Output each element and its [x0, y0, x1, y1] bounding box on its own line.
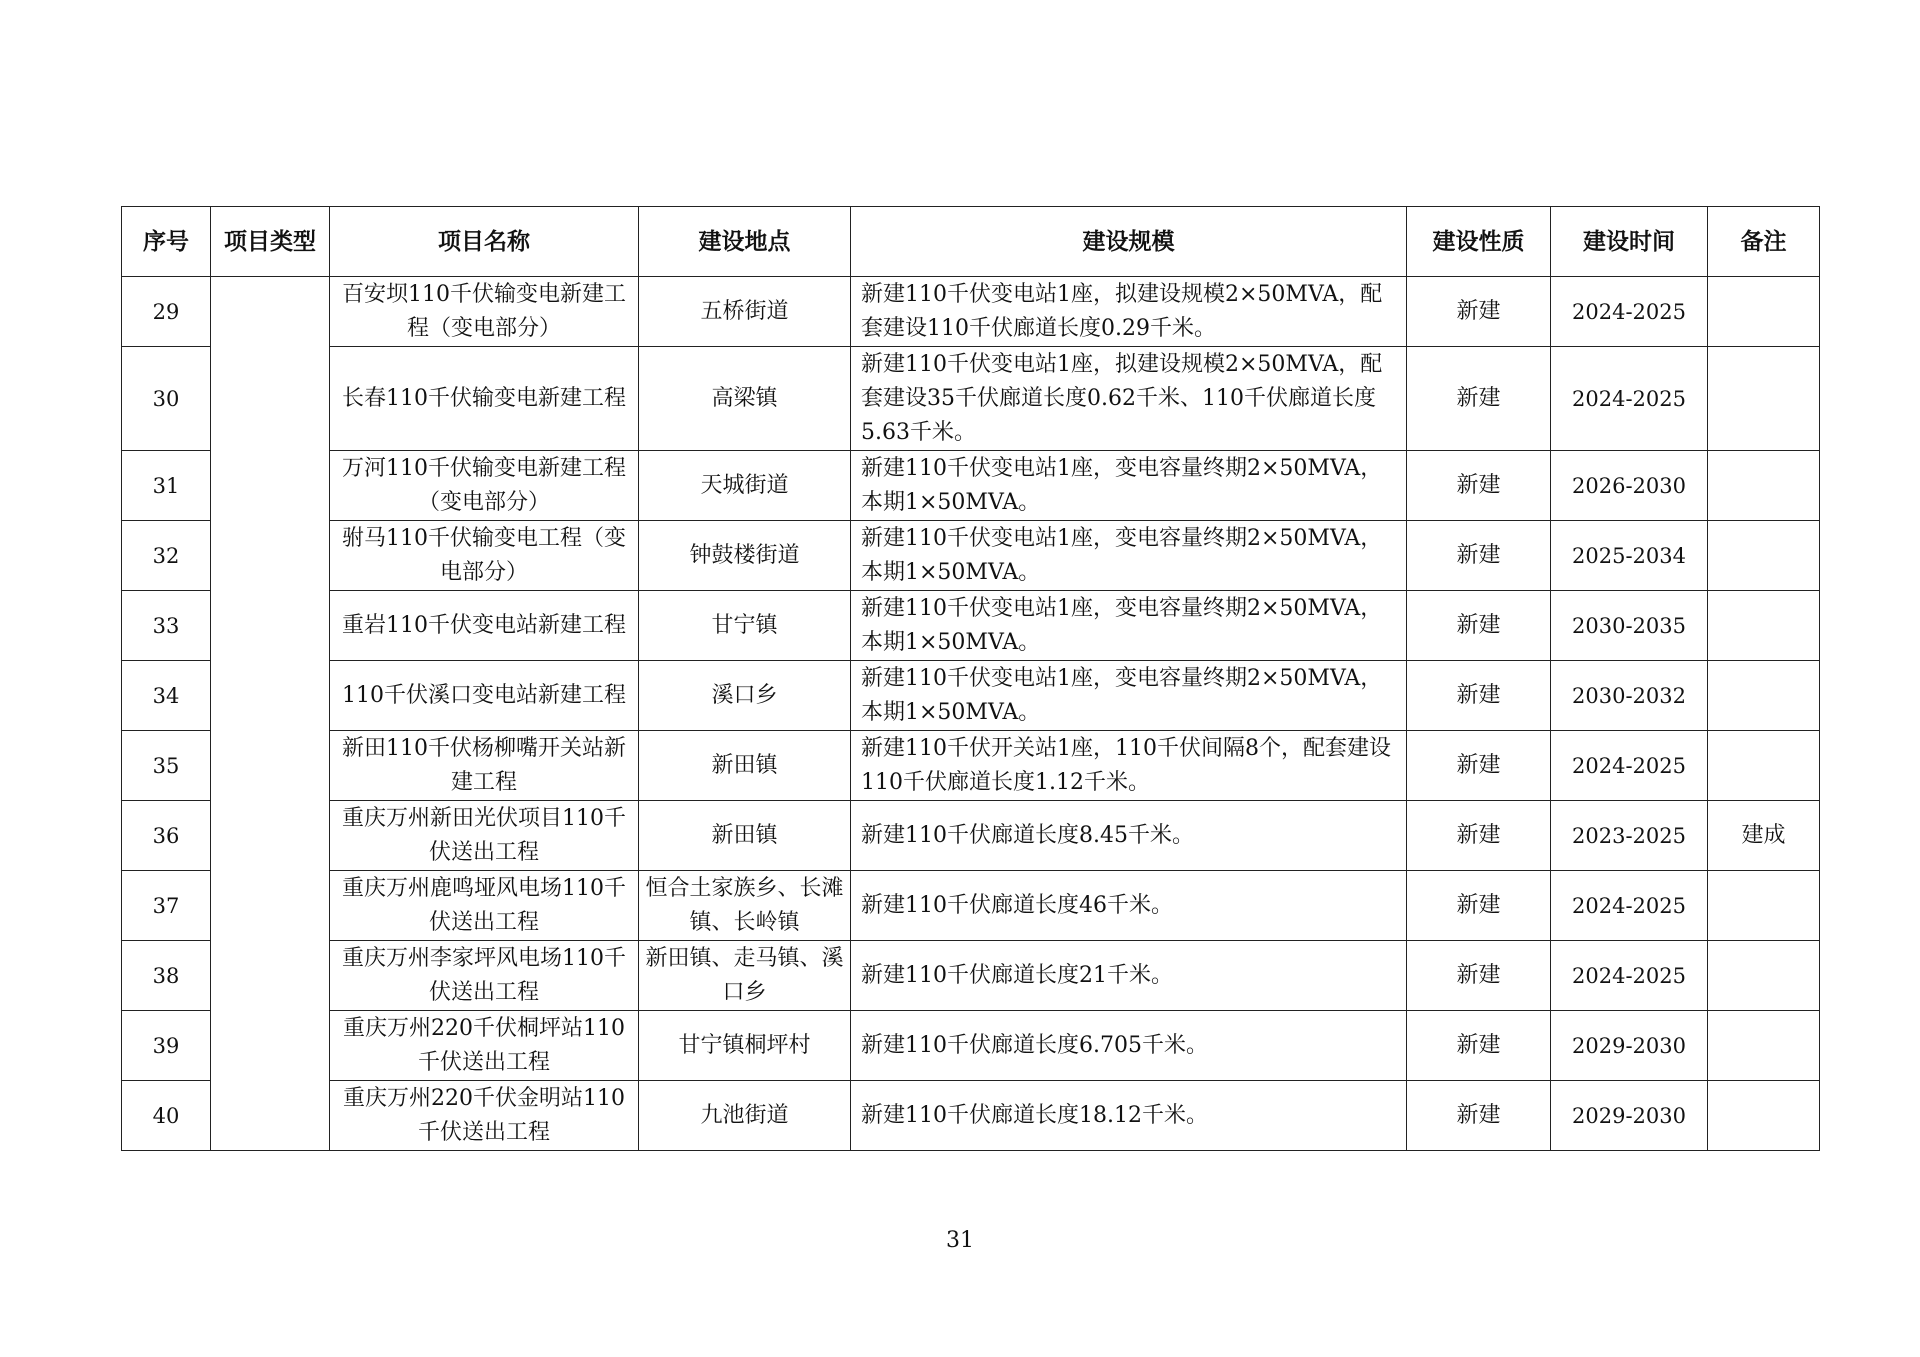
cell-seq: 29 [122, 277, 211, 347]
cell-name: 万河110千伏输变电新建工程（变电部分） [330, 451, 639, 521]
header-scale: 建设规模 [851, 207, 1407, 277]
cell-project-type [211, 277, 330, 1151]
header-type: 项目类型 [211, 207, 330, 277]
cell-location: 恒合土家族乡、长滩镇、长岭镇 [639, 871, 851, 941]
cell-nature: 新建 [1407, 1081, 1551, 1151]
cell-location: 九池街道 [639, 1081, 851, 1151]
cell-remark [1708, 451, 1820, 521]
cell-remark [1708, 871, 1820, 941]
table-row [122, 1011, 1820, 1081]
cell-remark [1708, 591, 1820, 661]
table-row [122, 451, 1820, 521]
header-seq: 序号 [122, 207, 211, 277]
table-row [122, 941, 1820, 1011]
cell-period: 2024-2025 [1551, 731, 1708, 801]
cell-period: 2026-2030 [1551, 451, 1708, 521]
cell-period: 2030-2035 [1551, 591, 1708, 661]
header-nature: 建设性质 [1407, 207, 1551, 277]
cell-scale: 新建110千伏变电站1座，拟建设规模2×50MVA，配套建设35千伏廊道长度0.62千米、110千伏廊道长度5.63千米。 [851, 347, 1407, 451]
cell-period: 2024-2025 [1551, 277, 1708, 347]
cell-period: 2024-2025 [1551, 941, 1708, 1011]
cell-seq: 35 [122, 731, 211, 801]
cell-name: 重庆万州鹿鸣垭风电场110千伏送出工程 [330, 871, 639, 941]
cell-name: 重岩110千伏变电站新建工程 [330, 591, 639, 661]
cell-location: 溪口乡 [639, 661, 851, 731]
cell-location: 新田镇、走马镇、溪口乡 [639, 941, 851, 1011]
header-location: 建设地点 [639, 207, 851, 277]
cell-period: 2023-2025 [1551, 801, 1708, 871]
table-row [122, 661, 1820, 731]
cell-nature: 新建 [1407, 801, 1551, 871]
cell-seq: 33 [122, 591, 211, 661]
cell-period: 2030-2032 [1551, 661, 1708, 731]
table-body [122, 277, 1820, 1151]
cell-name: 长春110千伏输变电新建工程 [330, 347, 639, 451]
cell-name: 重庆万州220千伏桐坪站110千伏送出工程 [330, 1011, 639, 1081]
cell-remark [1708, 1011, 1820, 1081]
cell-location: 新田镇 [639, 801, 851, 871]
table-row [122, 521, 1820, 591]
cell-location: 新田镇 [639, 731, 851, 801]
cell-nature: 新建 [1407, 731, 1551, 801]
table-row [122, 591, 1820, 661]
cell-period: 2024-2025 [1551, 871, 1708, 941]
cell-scale: 新建110千伏廊道长度8.45千米。 [851, 801, 1407, 871]
cell-nature: 新建 [1407, 941, 1551, 1011]
header-period: 建设时间 [1551, 207, 1708, 277]
cell-seq: 36 [122, 801, 211, 871]
cell-scale: 新建110千伏廊道长度21千米。 [851, 941, 1407, 1011]
cell-remark [1708, 661, 1820, 731]
cell-location: 五桥街道 [639, 277, 851, 347]
cell-seq: 39 [122, 1011, 211, 1081]
cell-remark [1708, 277, 1820, 347]
cell-nature: 新建 [1407, 591, 1551, 661]
cell-scale: 新建110千伏开关站1座，110千伏间隔8个，配套建设110千伏廊道长度1.12千米。 [851, 731, 1407, 801]
cell-name: 重庆万州李家坪风电场110千伏送出工程 [330, 941, 639, 1011]
cell-period: 2025-2034 [1551, 521, 1708, 591]
cell-name: 110千伏溪口变电站新建工程 [330, 661, 639, 731]
cell-remark [1708, 941, 1820, 1011]
page-number: 31 [946, 1228, 974, 1253]
cell-location: 天城街道 [639, 451, 851, 521]
cell-nature: 新建 [1407, 1011, 1551, 1081]
cell-scale: 新建110千伏廊道长度18.12千米。 [851, 1081, 1407, 1151]
project-table [121, 206, 1820, 1151]
cell-name: 重庆万州220千伏金明站110千伏送出工程 [330, 1081, 639, 1151]
header-remark: 备注 [1708, 207, 1820, 277]
cell-remark: 建成 [1708, 801, 1820, 871]
cell-remark [1708, 731, 1820, 801]
cell-location: 甘宁镇 [639, 591, 851, 661]
cell-nature: 新建 [1407, 347, 1551, 451]
cell-seq: 30 [122, 347, 211, 451]
cell-period: 2024-2025 [1551, 347, 1708, 451]
cell-scale: 新建110千伏变电站1座，变电容量终期2×50MVA，本期1×50MVA。 [851, 661, 1407, 731]
table-header-row [122, 207, 1820, 277]
cell-seq: 37 [122, 871, 211, 941]
cell-seq: 32 [122, 521, 211, 591]
cell-remark [1708, 521, 1820, 591]
table-row [122, 1081, 1820, 1151]
cell-seq: 40 [122, 1081, 211, 1151]
cell-name: 驸马110千伏输变电工程（变电部分） [330, 521, 639, 591]
cell-scale: 新建110千伏变电站1座，变电容量终期2×50MVA，本期1×50MVA。 [851, 521, 1407, 591]
cell-name: 重庆万州新田光伏项目110千伏送出工程 [330, 801, 639, 871]
cell-period: 2029-2030 [1551, 1081, 1708, 1151]
cell-name: 百安坝110千伏输变电新建工程（变电部分） [330, 277, 639, 347]
table-row [122, 731, 1820, 801]
cell-period: 2029-2030 [1551, 1011, 1708, 1081]
cell-location: 高梁镇 [639, 347, 851, 451]
cell-seq: 38 [122, 941, 211, 1011]
cell-seq: 34 [122, 661, 211, 731]
cell-remark [1708, 1081, 1820, 1151]
cell-scale: 新建110千伏变电站1座，变电容量终期2×50MVA，本期1×50MVA。 [851, 591, 1407, 661]
cell-scale: 新建110千伏变电站1座，拟建设规模2×50MVA，配套建设110千伏廊道长度0.29千米。 [851, 277, 1407, 347]
cell-nature: 新建 [1407, 277, 1551, 347]
table-row [122, 277, 1820, 347]
cell-location: 钟鼓楼街道 [639, 521, 851, 591]
header-name: 项目名称 [330, 207, 639, 277]
cell-nature: 新建 [1407, 661, 1551, 731]
cell-scale: 新建110千伏廊道长度6.705千米。 [851, 1011, 1407, 1081]
cell-location: 甘宁镇桐坪村 [639, 1011, 851, 1081]
table-row [122, 871, 1820, 941]
cell-nature: 新建 [1407, 451, 1551, 521]
cell-seq: 31 [122, 451, 211, 521]
cell-nature: 新建 [1407, 871, 1551, 941]
cell-scale: 新建110千伏廊道长度46千米。 [851, 871, 1407, 941]
table-row [122, 347, 1820, 451]
table-row [122, 801, 1820, 871]
cell-scale: 新建110千伏变电站1座，变电容量终期2×50MVA，本期1×50MVA。 [851, 451, 1407, 521]
cell-name: 新田110千伏杨柳嘴开关站新建工程 [330, 731, 639, 801]
cell-nature: 新建 [1407, 521, 1551, 591]
cell-remark [1708, 347, 1820, 451]
